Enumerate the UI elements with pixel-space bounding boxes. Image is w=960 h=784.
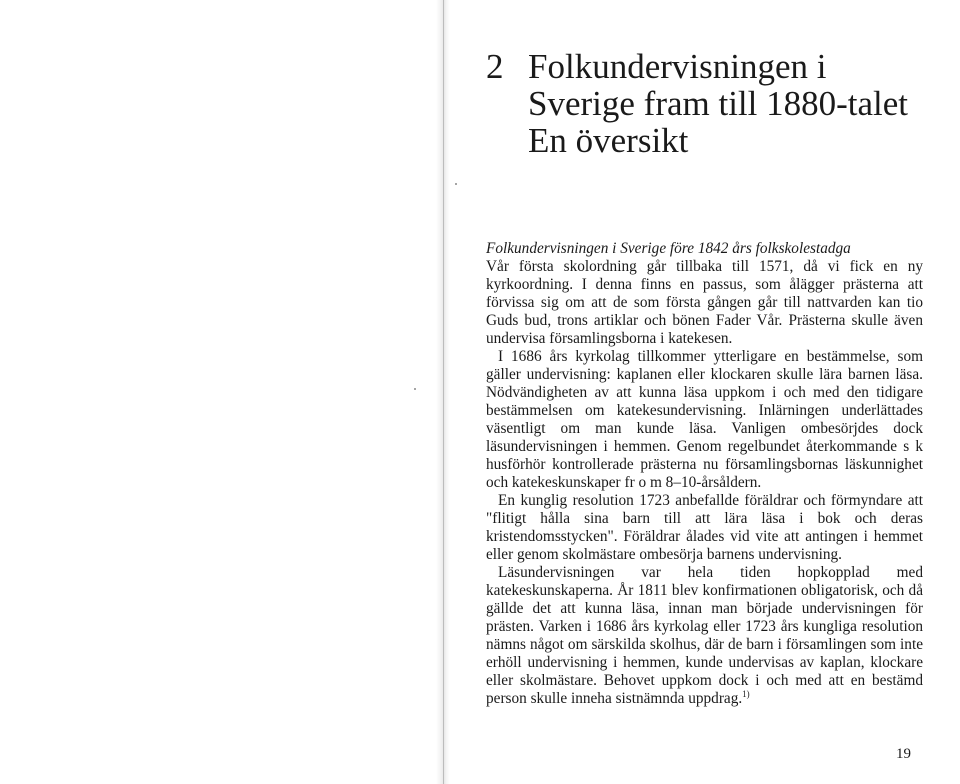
page-number: 19 — [896, 746, 911, 762]
footnote-marker: 1) — [742, 688, 750, 699]
body-paragraph — [486, 564, 923, 708]
chapter-title-line: En översikt — [528, 121, 689, 160]
chapter-title-line: Folkundervisningen i — [528, 47, 827, 86]
body-paragraph-text: Läsundervisningen var hela tiden hopkopplad med katekeskunskaperna. År 1811 blev konfirmationen obligatorisk, och då gällde det att kunna läsa, innan man började undervisningen för prästen. Varken i 1686 års kyrkolag eller 1723 års kungliga resolution nämns något om särskilda skolhus, där de barn i församlingen som inte erhöll undervisning i hemmen, kunde undervisas av kaplan, klockare eller skolmästare. Behovet uppkom dock i och med att en bestämd person skulle inneha sistnämnda uppdrag. — [486, 564, 923, 707]
chapter-heading — [486, 48, 926, 159]
scan-speck — [414, 388, 416, 390]
chapter-title — [528, 48, 908, 159]
chapter-title-line: Sverige fram till 1880-talet — [528, 84, 909, 123]
scan-speck — [455, 183, 457, 185]
body-paragraph: I 1686 års kyrkolag tillkommer ytterligare en bestämmelse, som gäller undervisning: kaplanen eller klockaren skulle lära barnen läsa. Nödvändigheten av att kunna läsa uppkom i och med den tidigare bestämmelsen om katekesundervisning. Inlärningen underlättades väsentligt om man kunde läsa. Vanligen ombesörjdes dock läsundervisningen i hemmen. Genom regelbundet återkommande s k husförhör kontrollerade prästerna nu församlingsbornas läskunnighet och katekeskunskaper fr o m 8–10-årsåldern. — [486, 348, 923, 491]
section-heading: Folkundervisningen i Sverige före 1842 års folkskolestadga — [486, 240, 851, 257]
chapter-body — [486, 240, 923, 708]
chapter-number: 2 — [486, 47, 504, 86]
body-paragraph: En kunglig resolution 1723 anbefallde föräldrar och förmyndare att "flitigt hålla sina barn till att lära läsa i bok och deras kristendomsstycken". Föräldrar ålades vid vite att antingen i hemmet eller genom skolmästare ombesörja barnens undervisning. — [486, 492, 923, 563]
body-paragraph: Vår första skolordning går tillbaka till 1571, då vi fick en ny kyrkoordning. I denna finns en passus, som ålägger prästerna att förvissa sig om att de som första gången går till nattvarden kan tio Guds bud, trons artiklar och bönen Fader Vår. Prästerna skulle även undervisa församlingsborna i katekesen. — [486, 258, 923, 347]
page-gutter-line — [443, 0, 444, 784]
